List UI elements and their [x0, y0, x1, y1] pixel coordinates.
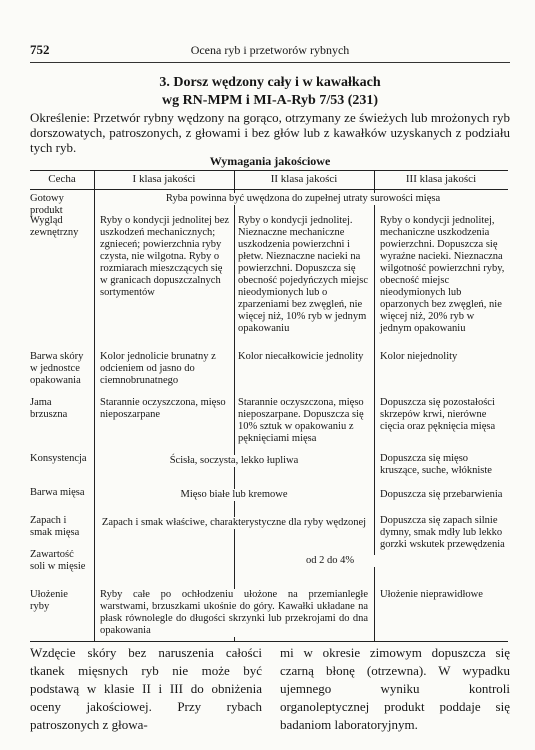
- title-line-2: wg RN-MPM i MI-A-Ryb 7/53 (231): [161, 93, 379, 108]
- bottom-left-paragraph: Wzdęcie skóry bez naruszenia całości tkanek mięsnych ryb nie może być podstawą w klasie II i III do obniżenia oceny jakościowej. Przy rybach patroszonych z głowa-: [30, 645, 262, 732]
- feature-cell: Konsystencja: [30, 453, 87, 464]
- class3-cell: Dopuszcza się pozostałości skrzepów krwi, nierówne cięcia oraz pęknięcia mięsa: [380, 397, 496, 432]
- feature-cell: Wygląd zewnętrzny: [30, 215, 79, 238]
- requirements-heading: Wymagania jakościowe: [209, 154, 331, 168]
- section-title: [30, 74, 510, 110]
- page-number: 752: [30, 42, 50, 57]
- class3-cell: Dopuszcza się zapach silnie dymny, smak mdły lub lekko gorzki wskutek przewędzenia: [380, 515, 505, 550]
- class1-cell: Starannie oczyszczona, mięso nieposzarpane: [100, 397, 226, 420]
- header-cell: Cecha: [48, 173, 76, 185]
- class3-cell: Dopuszcza się mięso kruszące, suche, włókniste: [380, 453, 492, 476]
- span-cell: Zapach i smak właściwe, charakterystyczne dla ryby wędzonej: [101, 517, 367, 528]
- class1-cell: Ryby o kondycji jednolitej bez uszkodzeń mechanicznych; zgnieceń; powierzchnia ryby czysta, nie wilgotna. Ryby o rozmiarach mieszczących się w granicach dopuszczalnych sortymentów: [100, 215, 230, 298]
- class2-cell: Kolor niecałkowicie jednolity: [238, 351, 364, 362]
- span-cell: Mięso białe lub kremowe: [100, 489, 368, 501]
- header-cell: I klasa jakości: [132, 173, 196, 185]
- table-divider: [374, 171, 375, 641]
- span-cell: Ryba powinna być uwędzona do zupełnej utraty surowości mięsa: [100, 193, 506, 205]
- class3-cell: Dopuszcza się przebarwienia: [380, 489, 503, 500]
- feature-cell: Zawartość soli w mięsie: [30, 549, 86, 572]
- class1-cell: Kolor jednolicie brunatny z odcieniem od jasno do ciemnobrunatnego: [100, 351, 216, 386]
- header-cell: III klasa jakości: [405, 173, 477, 185]
- running-title: Ocena ryb i przetworów rybnych: [190, 43, 350, 57]
- feature-cell: Barwa skóry w jednostce opakowania: [30, 351, 84, 386]
- definition-text: Określenie: Przetwór rybny wędzony na gorąco, otrzymany ze świeżych lub mrożonych ryb dorszowatych, patroszonych, z głowami i bez głów lub z kawałków uzyskanych z podziału tych ryb.: [30, 110, 510, 155]
- class3-cell: Kolor niejednolity: [380, 351, 458, 362]
- feature-cell: Barwa mięsa: [30, 487, 85, 498]
- class2-cell: Starannie oczyszczona, mięso nieposzarpane. Dopuszcza się 10% sztuk w opakowaniu z pęknięciami mięsa: [238, 397, 364, 444]
- table-header-row: [30, 171, 508, 190]
- bottom-right-paragraph: mi w okresie zimowym dopuszcza się czarną błonę (otrzewna). W wypadku ujemnego wyniku kontroli organoleptycznej produkt poddaje się badaniom laboratoryjnym.: [280, 645, 510, 732]
- title-line-1: 3. Dorsz wędzony cały i w kawałkach: [159, 75, 381, 90]
- table-divider: [94, 171, 95, 641]
- header-cell: II klasa jakości: [270, 173, 338, 185]
- feature-cell: Ułożenie ryby: [30, 589, 68, 612]
- quality-table: [30, 170, 508, 642]
- span-cell: Ryby całe po ochłodzeniu ułożone na przemianległe warstwami, brzuszkami ukośnie do góry. Kawałki układane na płask równolegle do długości skrzynki lub przekrojami do dna opakowania: [100, 589, 368, 636]
- span-cell: Ścisła, soczysta, lekko łupliwa: [100, 455, 368, 467]
- class3-cell: Ryby o kondycji jednolitej, mechaniczne uszkodzenia powierzchni. Dopuszcza się wyraźne nacieki. Nieznaczna wilgotność powierzchni ryby, obecność miejsc nieodymionych lub oparzonych bez zwęgleń, nie więcej niż, 20% ryb w jednym opakowaniu: [380, 215, 505, 334]
- class2-cell: Ryby o kondycji jednolitej. Nieznaczne mechaniczne uszkodzenia powierzchni i płetw. Nieznaczne nacieki na powierzchni. Dopuszcza się obecność pojedyńczych miejsc nieodymionych lub o zparzeniami bez zwęgleń, nie więcej niż, 10% ryb w jednym opakowaniu: [238, 215, 369, 334]
- class3-cell: Ułożenie nieprawidłowe: [380, 589, 483, 600]
- feature-cell: Jama brzuszna: [30, 397, 68, 420]
- span-cell: od 2 do 4%: [240, 555, 420, 567]
- feature-cell: Zapach i smak mięsa: [30, 515, 80, 538]
- page-header: [30, 40, 510, 63]
- feature-cell: Gotowy produkt: [30, 193, 64, 216]
- table-divider: [234, 171, 235, 641]
